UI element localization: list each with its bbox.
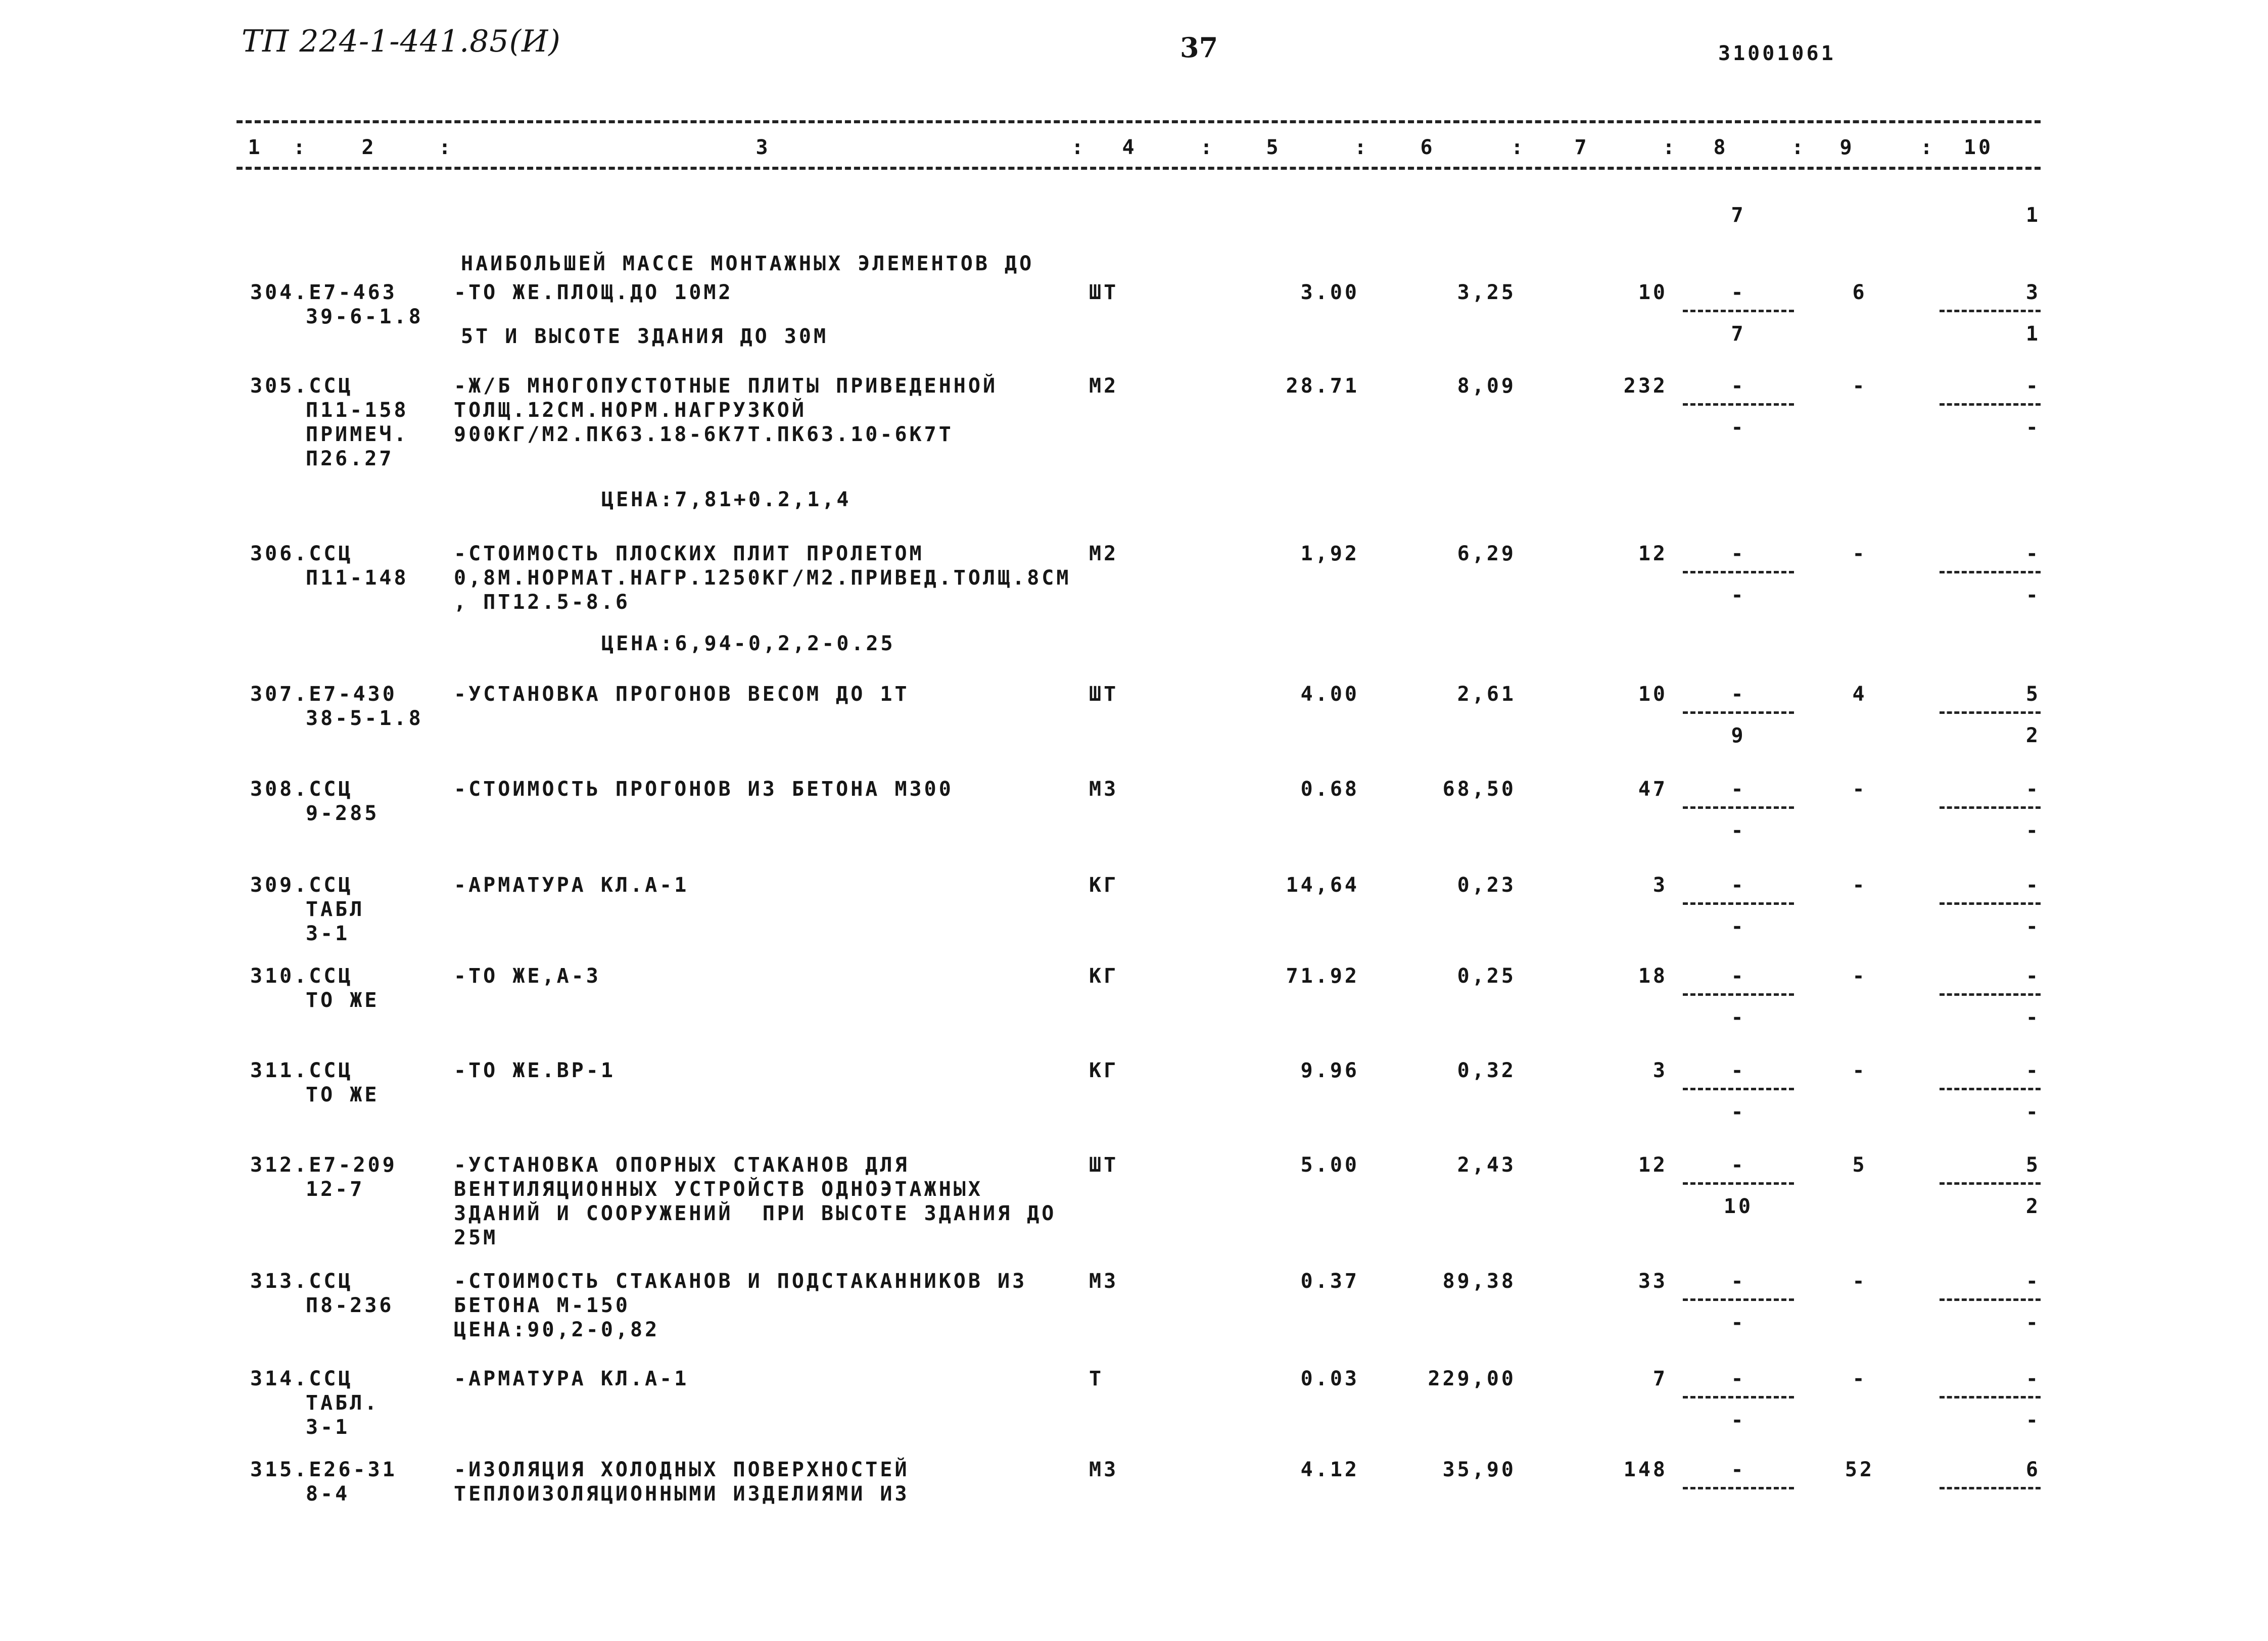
- col10-top: -: [2025, 874, 2041, 897]
- row-description: -ТО ЖЕ.ВР-1: [454, 1059, 616, 1082]
- row-quantity: 5.00: [1300, 1153, 1359, 1177]
- header-bottom-rule: [237, 167, 2041, 170]
- row-quantity: 14,64: [1286, 874, 1359, 897]
- row-description: -ТО ЖЕ.ПЛОЩ.ДО 10М2: [454, 281, 733, 304]
- row-unit-price: 89,38: [1442, 1270, 1516, 1293]
- row-unit: КГ: [1089, 874, 1119, 897]
- column-separator: :: [1663, 136, 1678, 159]
- row-unit: КГ: [1089, 1059, 1119, 1082]
- row-unit-price: 2,61: [1457, 683, 1516, 706]
- row-description: -СТОИМОСТЬ ПРОГОНОВ ИЗ БЕТОНА М300: [454, 778, 954, 801]
- col8-top: -: [1731, 964, 1746, 988]
- col8-bottom: -: [1731, 915, 1746, 938]
- col9-value: -: [1852, 374, 1867, 398]
- col8-fraction-line: [1683, 1487, 1794, 1489]
- row-unit: М3: [1089, 778, 1119, 801]
- col8-top: -: [1731, 1458, 1746, 1481]
- column-separator: :: [293, 136, 308, 159]
- col10-top: -: [2025, 964, 2041, 988]
- col10-bottom: 2: [2025, 1195, 2041, 1218]
- col8-top: -: [1731, 778, 1746, 801]
- col9-value: -: [1852, 1270, 1867, 1293]
- row-code: 305.ССЦ: [250, 374, 353, 398]
- col10-fraction-line: [1940, 1298, 2041, 1301]
- col8-top: -: [1731, 281, 1746, 304]
- col10-top: 6: [2025, 1458, 2041, 1481]
- col8-fraction-line: [1683, 403, 1794, 406]
- column-header-1: 1: [248, 136, 263, 159]
- col8-bottom: 10: [1723, 1195, 1754, 1218]
- row-unit: М2: [1089, 542, 1119, 565]
- col9-value: -: [1852, 542, 1867, 565]
- row-quantity: 0.03: [1300, 1367, 1359, 1390]
- row-unit-price: 0,25: [1457, 964, 1516, 988]
- row-code: 304.Е7-463: [250, 281, 397, 304]
- row-unit: ШТ: [1089, 1153, 1119, 1177]
- row-unit: КГ: [1089, 964, 1119, 988]
- col9-value: 52: [1845, 1458, 1875, 1481]
- page-number: 37: [1180, 31, 1218, 64]
- col9-value: 6: [1852, 281, 1867, 304]
- col8-fraction-line: [1683, 571, 1794, 573]
- col10-bottom: -: [2025, 1006, 2041, 1029]
- col8-bottom: 9: [1731, 724, 1746, 747]
- col9-value: 4: [1852, 683, 1867, 706]
- section-c8: 7: [1731, 204, 1746, 227]
- row-description: -Ж/Б МНОГОПУСТОТНЫЕ ПЛИТЫ ПРИВЕДЕННОЙ: [454, 374, 998, 398]
- column-separator: :: [439, 136, 454, 159]
- column-separator: :: [1920, 136, 1935, 159]
- row-quantity: 0.68: [1300, 778, 1359, 801]
- doc-number: 31001061: [1718, 42, 1836, 65]
- col10-top: -: [2025, 1059, 2041, 1082]
- col8-fraction-line: [1683, 902, 1794, 905]
- row-total: 47: [1638, 778, 1668, 801]
- col10-bottom: -: [2025, 416, 2041, 439]
- col9-value: -: [1852, 874, 1867, 897]
- column-header-6: 6: [1420, 136, 1435, 159]
- project-code: ТП 224-1-441.85(И): [242, 24, 561, 59]
- row-total: 10: [1638, 281, 1668, 304]
- row-code: П26.27: [306, 447, 394, 470]
- row-code: 309.ССЦ: [250, 874, 353, 897]
- row-description: , ПТ12.5-8.6: [454, 591, 630, 614]
- row-total: 232: [1623, 374, 1668, 398]
- row-unit-price: 3,25: [1457, 281, 1516, 304]
- column-separator: :: [1354, 136, 1369, 159]
- row-unit: М3: [1089, 1270, 1119, 1293]
- col8-fraction-line: [1683, 310, 1794, 312]
- section-heading-line: 5Т И ВЫСОТЕ ЗДАНИЯ ДО 30М: [461, 325, 829, 348]
- col8-bottom: -: [1731, 416, 1746, 439]
- row-unit-price: 8,09: [1457, 374, 1516, 398]
- row-description: -СТОИМОСТЬ СТАКАНОВ И ПОДСТАКАННИКОВ ИЗ: [454, 1270, 1027, 1293]
- col10-fraction-line: [1940, 1088, 2041, 1090]
- col9-value: -: [1852, 1059, 1867, 1082]
- col10-fraction-line: [1940, 711, 2041, 714]
- row-price-note: ЦЕНА:6,94-0,2,2-0.25: [601, 632, 895, 655]
- column-header-4: 4: [1122, 136, 1137, 159]
- row-total: 7: [1652, 1367, 1668, 1390]
- col8-fraction-line: [1683, 711, 1794, 714]
- col10-top: -: [2025, 1367, 2041, 1390]
- row-unit-price: 68,50: [1442, 778, 1516, 801]
- row-description: 900КГ/М2.ПК63.18-6К7Т.ПК63.10-6К7Т: [454, 423, 954, 446]
- row-description: -АРМАТУРА КЛ.А-1: [454, 874, 689, 897]
- col8-top: -: [1731, 1367, 1746, 1390]
- col10-fraction-line: [1940, 806, 2041, 809]
- row-unit: Т: [1089, 1367, 1104, 1390]
- row-description: -АРМАТУРА КЛ.А-1: [454, 1367, 689, 1390]
- col8-top: -: [1731, 1153, 1746, 1177]
- row-description: 25М: [454, 1226, 498, 1249]
- col8-top: -: [1731, 374, 1746, 398]
- row-code: П8-236: [306, 1294, 394, 1317]
- row-description: ТЕПЛОИЗОЛЯЦИОННЫМИ ИЗДЕЛИЯМИ ИЗ: [454, 1482, 910, 1506]
- row-total: 12: [1638, 542, 1668, 565]
- row-code: 306.ССЦ: [250, 542, 353, 565]
- col10-bottom: -: [2025, 1409, 2041, 1432]
- row-description: -УСТАНОВКА ПРОГОНОВ ВЕСОМ ДО 1Т: [454, 683, 910, 706]
- row-code: 38-5-1.8: [306, 707, 423, 730]
- col8-bottom: 7: [1731, 322, 1746, 346]
- column-header-3: 3: [755, 136, 771, 159]
- col9-value: -: [1852, 1367, 1867, 1390]
- row-description: -ТО ЖЕ,А-3: [454, 964, 601, 988]
- column-header-2: 2: [361, 136, 376, 159]
- row-total: 33: [1638, 1270, 1668, 1293]
- row-quantity: 71.92: [1286, 964, 1359, 988]
- row-code: ТО ЖЕ: [306, 1083, 380, 1106]
- header-top-rule: [237, 120, 2041, 123]
- row-total: 18: [1638, 964, 1668, 988]
- section-c10: 1: [2025, 204, 2041, 227]
- col8-top: -: [1731, 1270, 1746, 1293]
- row-quantity: 4.00: [1300, 683, 1359, 706]
- col10-top: 3: [2025, 281, 2041, 304]
- row-code: П11-148: [306, 566, 409, 590]
- col8-bottom: -: [1731, 1100, 1746, 1124]
- row-unit: М3: [1089, 1458, 1119, 1481]
- row-code: ТО ЖЕ: [306, 989, 380, 1012]
- row-total: 12: [1638, 1153, 1668, 1177]
- row-code: 8-4: [306, 1482, 350, 1506]
- col8-top: -: [1731, 683, 1746, 706]
- col8-fraction-line: [1683, 1088, 1794, 1090]
- row-unit: ШТ: [1089, 281, 1119, 304]
- row-description: ЦЕНА:90,2-0,82: [454, 1318, 660, 1341]
- col10-fraction-line: [1940, 993, 2041, 996]
- row-description: ТОЛЩ.12СМ.НОРМ.НАГРУЗКОЙ: [454, 399, 807, 422]
- col8-bottom: -: [1731, 1006, 1746, 1029]
- row-quantity: 4.12: [1300, 1458, 1359, 1481]
- row-total: 10: [1638, 683, 1668, 706]
- col8-bottom: -: [1731, 819, 1746, 842]
- col8-fraction-line: [1683, 1182, 1794, 1185]
- col10-bottom: -: [2025, 915, 2041, 938]
- row-description: ЗДАНИЙ И СООРУЖЕНИЙ ПРИ ВЫСОТЕ ЗДАНИЯ ДО: [454, 1202, 1057, 1225]
- row-code: 315.Е26-31: [250, 1458, 397, 1481]
- row-code: 308.ССЦ: [250, 778, 353, 801]
- col9-value: -: [1852, 964, 1867, 988]
- row-code: 3-1: [306, 922, 350, 945]
- row-quantity: 9.96: [1300, 1059, 1359, 1082]
- column-header-9: 9: [1839, 136, 1855, 159]
- row-unit-price: 6,29: [1457, 542, 1516, 565]
- row-total: 3: [1652, 1059, 1668, 1082]
- row-unit-price: 35,90: [1442, 1458, 1516, 1481]
- row-quantity: 0.37: [1300, 1270, 1359, 1293]
- col8-bottom: -: [1731, 1409, 1746, 1432]
- col8-bottom: -: [1731, 1311, 1746, 1334]
- col10-fraction-line: [1940, 902, 2041, 905]
- col10-top: -: [2025, 778, 2041, 801]
- row-quantity: 3.00: [1300, 281, 1359, 304]
- col10-bottom: -: [2025, 1311, 2041, 1334]
- col10-fraction-line: [1940, 1182, 2041, 1185]
- col10-top: -: [2025, 542, 2041, 565]
- row-code: 9-285: [306, 802, 380, 825]
- col10-fraction-line: [1940, 1487, 2041, 1489]
- col8-fraction-line: [1683, 1396, 1794, 1398]
- row-code: 307.Е7-430: [250, 683, 397, 706]
- row-quantity: 1,92: [1300, 542, 1359, 565]
- row-code: 313.ССЦ: [250, 1270, 353, 1293]
- row-unit-price: 2,43: [1457, 1153, 1516, 1177]
- column-header-10: 10: [1963, 136, 1994, 159]
- row-code: 3-1: [306, 1416, 350, 1439]
- col8-fraction-line: [1683, 993, 1794, 996]
- column-separator: :: [1200, 136, 1215, 159]
- row-code: 39-6-1.8: [306, 305, 423, 328]
- row-code: ТАБЛ: [306, 898, 365, 921]
- col10-bottom: 2: [2025, 724, 2041, 747]
- row-code: 314.ССЦ: [250, 1367, 353, 1390]
- column-header-5: 5: [1266, 136, 1281, 159]
- column-header-7: 7: [1574, 136, 1589, 159]
- col10-fraction-line: [1940, 310, 2041, 312]
- col8-fraction-line: [1683, 1298, 1794, 1301]
- col10-top: -: [2025, 1270, 2041, 1293]
- col10-top: -: [2025, 374, 2041, 398]
- col9-value: 5: [1852, 1153, 1867, 1177]
- row-code: П11-158: [306, 399, 409, 422]
- row-total: 3: [1652, 874, 1668, 897]
- row-unit-price: 229,00: [1428, 1367, 1516, 1390]
- row-code: ПРИМЕЧ.: [306, 423, 409, 446]
- col8-top: -: [1731, 542, 1746, 565]
- row-unit: М2: [1089, 374, 1119, 398]
- col8-bottom: -: [1731, 584, 1746, 607]
- section-heading-line: НАИБОЛЬШЕЙ МАССЕ МОНТАЖНЫХ ЭЛЕМЕНТОВ ДО: [461, 252, 1034, 275]
- row-code: 12-7: [306, 1178, 365, 1201]
- row-unit-price: 0,23: [1457, 874, 1516, 897]
- row-total: 148: [1623, 1458, 1668, 1481]
- row-price-note: ЦЕНА:7,81+0.2,1,4: [601, 488, 852, 511]
- row-description: БЕТОНА М-150: [454, 1294, 630, 1317]
- col10-top: 5: [2025, 683, 2041, 706]
- row-description: 0,8М.НОРМАТ.НАГР.1250КГ/М2.ПРИВЕД.ТОЛЩ.8СМ: [454, 566, 1071, 590]
- col9-value: -: [1852, 778, 1867, 801]
- col10-bottom: -: [2025, 819, 2041, 842]
- col8-fraction-line: [1683, 806, 1794, 809]
- column-header-8: 8: [1713, 136, 1728, 159]
- row-quantity: 28.71: [1286, 374, 1359, 398]
- row-code: ТАБЛ.: [306, 1391, 380, 1415]
- column-separator: :: [1511, 136, 1526, 159]
- row-description: -СТОИМОСТЬ ПЛОСКИХ ПЛИТ ПРОЛЕТОМ: [454, 542, 924, 565]
- row-code: 310.ССЦ: [250, 964, 353, 988]
- row-code: 312.Е7-209: [250, 1153, 397, 1177]
- column-separator: :: [1791, 136, 1807, 159]
- row-description: -ИЗОЛЯЦИЯ ХОЛОДНЫХ ПОВЕРХНОСТЕЙ: [454, 1458, 910, 1481]
- col10-fraction-line: [1940, 1396, 2041, 1398]
- col10-bottom: 1: [2025, 322, 2041, 346]
- col10-bottom: -: [2025, 584, 2041, 607]
- col10-fraction-line: [1940, 571, 2041, 573]
- row-unit-price: 0,32: [1457, 1059, 1516, 1082]
- row-code: 311.ССЦ: [250, 1059, 353, 1082]
- row-unit: ШТ: [1089, 683, 1119, 706]
- col8-top: -: [1731, 1059, 1746, 1082]
- col10-top: 5: [2025, 1153, 2041, 1177]
- row-description: ВЕНТИЛЯЦИОННЫХ УСТРОЙСТВ ОДНОЭТАЖНЫХ: [454, 1178, 983, 1201]
- col8-top: -: [1731, 874, 1746, 897]
- col10-bottom: -: [2025, 1100, 2041, 1124]
- row-description: -УСТАНОВКА ОПОРНЫХ СТАКАНОВ ДЛЯ: [454, 1153, 910, 1177]
- column-separator: :: [1071, 136, 1086, 159]
- col10-fraction-line: [1940, 403, 2041, 406]
